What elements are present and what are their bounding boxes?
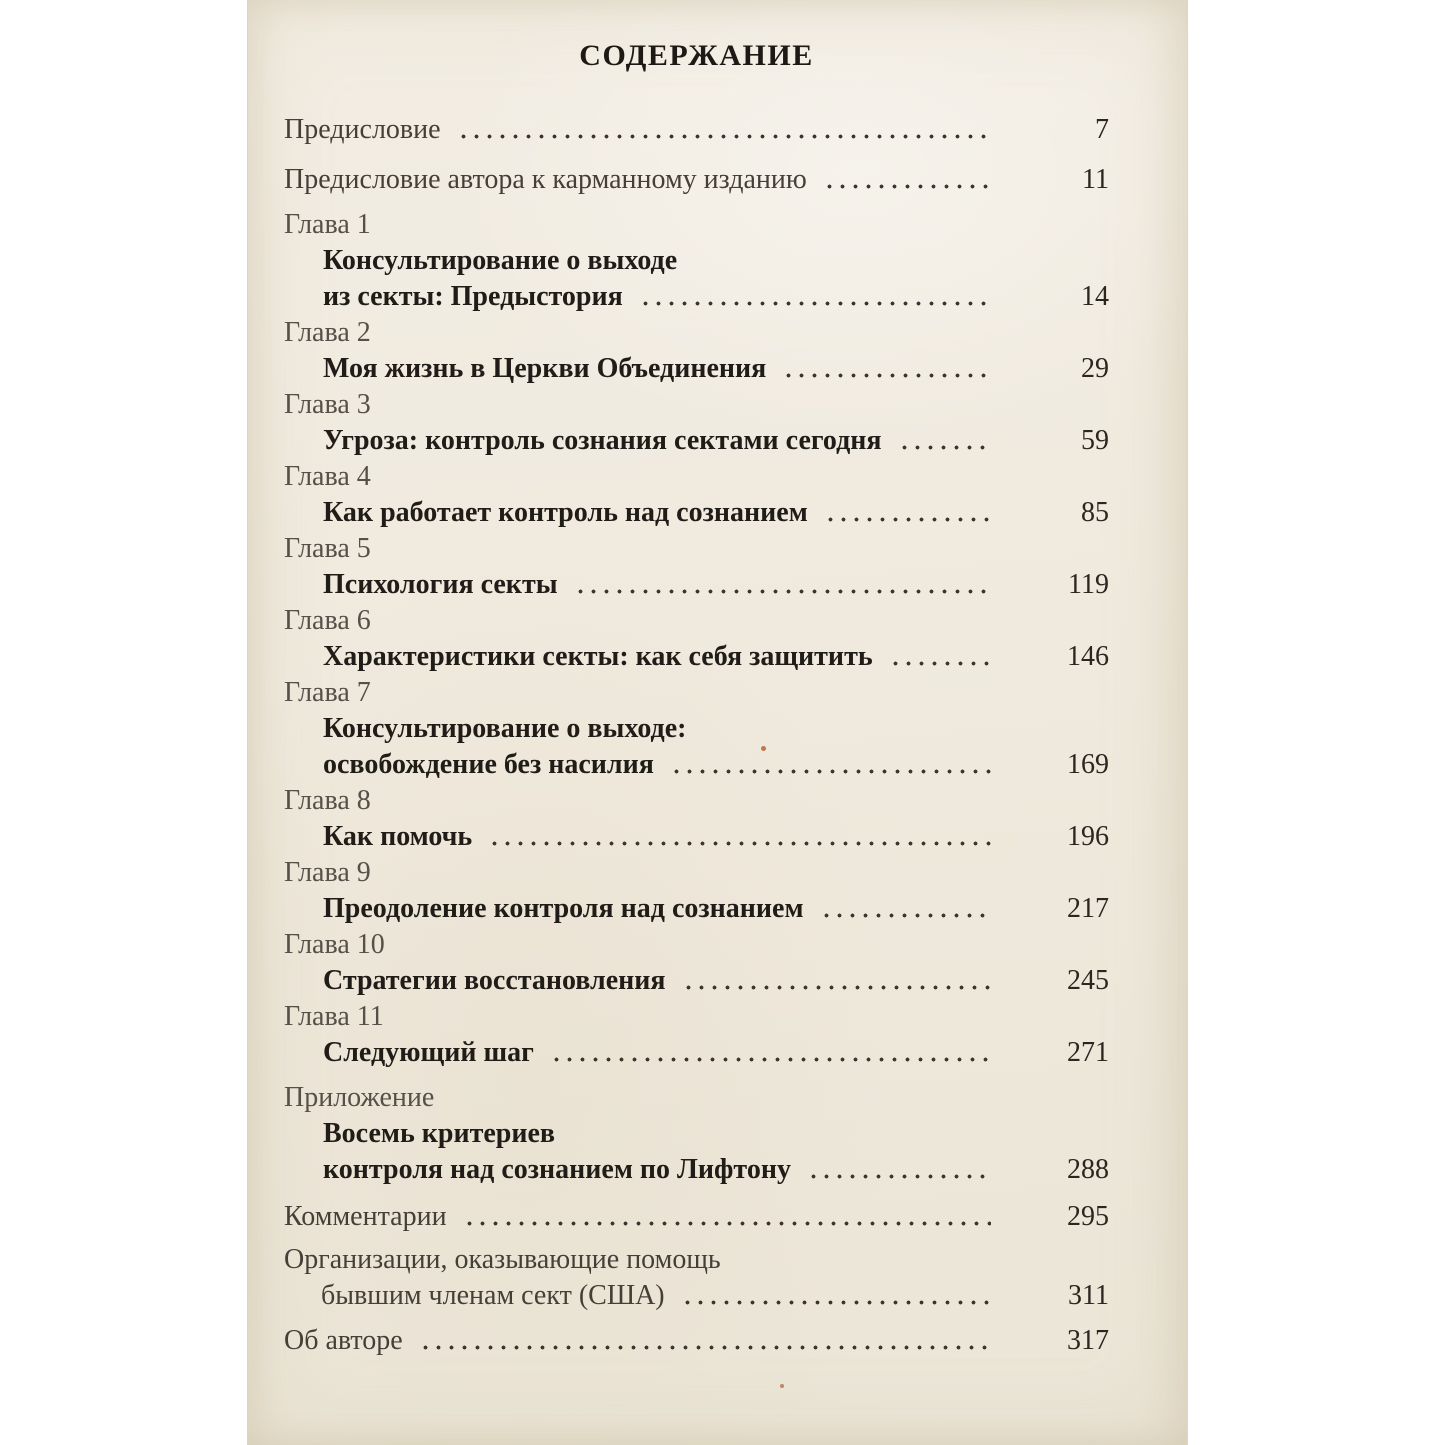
page-number: 59 [1081,425,1109,456]
chapter-label: Глава 4 [284,461,371,492]
toc-entry [284,459,1109,531]
chapter-title-line: Консультирование о выходе: [323,713,687,744]
page-number: 119 [1068,569,1109,600]
toc-entry [284,531,1109,603]
dot-leader [824,495,991,531]
chapter-label: Глава 1 [284,209,371,240]
dot-leader [889,639,991,675]
page-number: 288 [1067,1154,1109,1185]
dot-leader [574,567,991,603]
dot-leader [457,112,991,148]
toc-entry [284,387,1109,459]
page-number: 295 [1067,1201,1109,1232]
toc-entry [284,1199,1109,1235]
dot-leader [488,819,991,855]
toc-entry [284,315,1109,387]
chapter-label: Глава 7 [284,677,371,708]
entry-title: Предисловие [284,114,441,145]
page-number: 317 [1067,1325,1109,1356]
page-title: СОДЕРЖАНИЕ [579,39,814,72]
dot-leader [681,1278,991,1314]
dot-leader [682,963,991,999]
toc-entry [284,603,1109,675]
dot-leader [823,162,991,198]
entry-title: бывшим членам сект (США) [321,1280,665,1311]
chapter-title-line: Преодоление контроля над сознанием [323,893,804,924]
page-number: 169 [1067,749,1109,780]
chapter-title-line: Как работает контроль над сознанием [323,497,808,528]
chapter-label: Приложение [284,1082,435,1113]
chapter-label: Глава 2 [284,317,371,348]
page-number: 11 [1082,164,1109,195]
page-number: 14 [1081,281,1109,312]
page-number: 7 [1095,114,1109,145]
toc-entry [284,1242,1109,1314]
dot-leader [463,1199,991,1235]
page-number: 245 [1067,965,1109,996]
dot-leader [807,1152,991,1188]
entry-title: Комментарии [284,1201,447,1232]
dot-leader [550,1035,991,1071]
chapter-title-line: Как помочь [323,821,473,852]
chapter-title-line: Угроза: контроль сознания сектами сегодня [323,425,882,456]
chapter-title-line: Моя жизнь в Церкви Объединения [323,353,767,384]
chapter-title-line: из секты: Предыстория [323,281,623,312]
page-number: 85 [1081,497,1109,528]
dot-leader [898,423,991,459]
page-number: 196 [1067,821,1109,852]
chapter-title-line: освобождение без насилия [323,749,654,780]
toc-entry [284,1080,1109,1188]
entry-title: Организации, оказывающие помощь [284,1244,721,1275]
page-number: 217 [1067,893,1109,924]
toc-entry [284,162,1109,198]
toc-entry [284,112,1109,148]
page-number: 146 [1067,641,1109,672]
dot-leader [782,351,991,387]
toc-entry [284,1323,1109,1359]
chapter-label: Глава 6 [284,605,371,636]
chapter-label: Глава 9 [284,857,371,888]
toc-entry [284,927,1109,999]
page-number: 29 [1081,353,1109,384]
chapter-label: Глава 11 [284,1001,384,1032]
chapter-label: Глава 5 [284,533,371,564]
chapter-title-line: контроля над сознанием по Лифтону [323,1154,791,1185]
chapter-title-line: Стратегии восстановления [323,965,666,996]
chapter-title-line: Психология секты [323,569,558,600]
dot-leader [820,891,991,927]
chapter-label: Глава 3 [284,389,371,420]
entry-title: Об авторе [284,1325,403,1356]
paper-speck [780,1384,784,1388]
chapter-title-line: Следующий шаг [323,1037,534,1068]
page-number: 271 [1067,1037,1109,1068]
chapter-label: Глава 10 [284,929,385,960]
dot-leader [639,279,991,315]
book-page [247,0,1188,1445]
dot-leader [419,1323,991,1359]
toc-entry [284,999,1109,1071]
toc-entry [284,783,1109,855]
page-number: 311 [1068,1280,1109,1311]
chapter-label: Глава 8 [284,785,371,816]
chapter-title-line: Характеристики секты: как себя защитить [323,641,873,672]
dot-leader [670,747,991,783]
toc-entry [284,675,1109,783]
toc-entry [284,855,1109,927]
toc-entry [284,207,1109,315]
chapter-title-line: Консультирование о выходе [323,245,678,276]
chapter-title-line: Восемь критериев [323,1118,556,1149]
entry-title: Предисловие автора к карманному изданию [284,164,807,195]
